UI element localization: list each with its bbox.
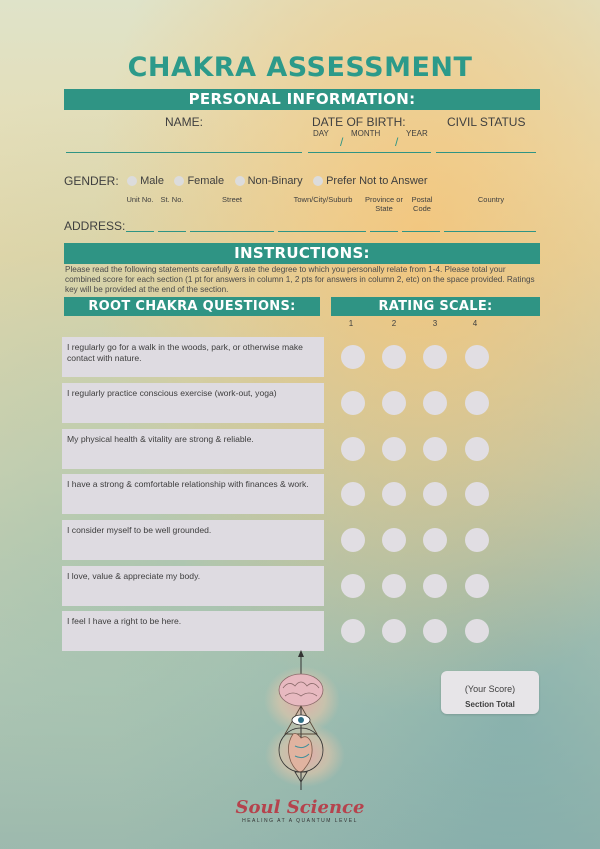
rating-circle-q6-2[interactable] bbox=[382, 574, 406, 598]
rating-circle-q1-4[interactable] bbox=[465, 345, 489, 369]
rating-circle-q3-4[interactable] bbox=[465, 437, 489, 461]
rating-circle-q7-4[interactable] bbox=[465, 619, 489, 643]
address-town-label: Town/City/Suburb bbox=[293, 195, 353, 204]
rating-circle-q7-1[interactable] bbox=[341, 619, 365, 643]
address-street-field[interactable] bbox=[190, 231, 274, 232]
rating-circle-q3-3[interactable] bbox=[423, 437, 447, 461]
scale-label-4: 4 bbox=[472, 319, 478, 328]
radio-icon[interactable] bbox=[313, 176, 323, 186]
scale-label-2: 2 bbox=[391, 319, 397, 328]
dob-year-label: YEAR bbox=[406, 129, 428, 138]
address-street-label: Street bbox=[221, 195, 242, 204]
question-1: I regularly go for a walk in the woods, park, or otherwise make contact with nature. bbox=[62, 337, 324, 377]
brand-tagline: HEALING AT A QUANTUM LEVEL bbox=[242, 818, 358, 824]
address-province-field[interactable] bbox=[370, 231, 398, 232]
rating-circle-q6-4[interactable] bbox=[465, 574, 489, 598]
dob-month-label: MONTH bbox=[351, 129, 381, 138]
dob-separator: / bbox=[340, 135, 344, 149]
rating-circle-q2-3[interactable] bbox=[423, 391, 447, 415]
radio-icon[interactable] bbox=[174, 176, 184, 186]
rating-circle-q7-2[interactable] bbox=[382, 619, 406, 643]
civil-status-label: CIVIL STATUS bbox=[447, 115, 526, 129]
rating-circle-q4-1[interactable] bbox=[341, 482, 365, 506]
personal-info-heading: PERSONAL INFORMATION: bbox=[64, 89, 540, 110]
gender-label: GENDER: bbox=[64, 173, 119, 188]
question-2: I regularly practice conscious exercise (work-out, yoga) bbox=[62, 383, 324, 423]
brand-name: Soul Science bbox=[235, 797, 365, 818]
gender-option-male[interactable]: Male bbox=[127, 175, 164, 187]
page-title: CHAKRA ASSESSMENT bbox=[127, 52, 473, 83]
rating-circle-q5-2[interactable] bbox=[382, 528, 406, 552]
address-label: ADDRESS: bbox=[64, 219, 126, 233]
instructions-heading: INSTRUCTIONS: bbox=[64, 243, 540, 264]
address-postal-field[interactable] bbox=[402, 231, 440, 232]
dob-day-label: DAY bbox=[313, 129, 329, 138]
rating-scale-heading: RATING SCALE: bbox=[331, 297, 540, 316]
question-5: I consider myself to be well grounded. bbox=[62, 520, 324, 560]
rating-circle-q3-1[interactable] bbox=[341, 437, 365, 461]
scale-label-1: 1 bbox=[348, 319, 354, 328]
address-province-label: Province or State bbox=[365, 195, 403, 213]
rating-circle-q1-3[interactable] bbox=[423, 345, 447, 369]
rating-circle-q1-1[interactable] bbox=[341, 345, 365, 369]
dob-separator: / bbox=[395, 135, 399, 149]
gender-option-non-binary[interactable]: Non-Binary bbox=[235, 175, 303, 187]
name-field[interactable] bbox=[66, 152, 302, 153]
address-postal-label: Postal Code bbox=[411, 195, 433, 213]
scale-label-3: 3 bbox=[432, 319, 438, 328]
civil-status-field[interactable] bbox=[436, 152, 536, 153]
address-country-field[interactable] bbox=[444, 231, 536, 232]
your-score-label: (Your Score) bbox=[464, 684, 516, 694]
dob-field[interactable] bbox=[308, 152, 431, 153]
radio-icon[interactable] bbox=[127, 176, 137, 186]
rating-circle-q6-3[interactable] bbox=[423, 574, 447, 598]
rating-circle-q2-1[interactable] bbox=[341, 391, 365, 415]
address-unit-field[interactable] bbox=[126, 231, 154, 232]
gender-row bbox=[64, 172, 434, 190]
rating-circle-q1-2[interactable] bbox=[382, 345, 406, 369]
section-total-box[interactable] bbox=[441, 671, 539, 714]
rating-circle-q5-4[interactable] bbox=[465, 528, 489, 552]
address-st-no-field[interactable] bbox=[158, 231, 186, 232]
rating-circle-q3-2[interactable] bbox=[382, 437, 406, 461]
rating-circle-q6-1[interactable] bbox=[341, 574, 365, 598]
rating-circle-q7-3[interactable] bbox=[423, 619, 447, 643]
gender-option-female[interactable]: Female bbox=[174, 175, 224, 187]
name-label: NAME: bbox=[165, 115, 204, 129]
rating-circle-q5-3[interactable] bbox=[423, 528, 447, 552]
address-town-field[interactable] bbox=[278, 231, 366, 232]
rating-circle-q5-1[interactable] bbox=[341, 528, 365, 552]
section-total-label: Section Total bbox=[465, 700, 515, 709]
dob-label: DATE OF BIRTH: bbox=[312, 115, 406, 129]
rating-circle-q2-4[interactable] bbox=[465, 391, 489, 415]
rating-circle-q4-4[interactable] bbox=[465, 482, 489, 506]
question-4: I have a strong & comfortable relationship with finances & work. bbox=[62, 474, 324, 514]
instructions-text: Please read the following statements carefully & rate the degree to which you personally relate from 1-4. Please total your combined score for each section (1 pt for answers in column 1, 2 pts for answers in column 2, etc) on the space provided. Ratings key will be provided at the end of the section. bbox=[65, 265, 535, 294]
address-st-no-label: St. No. bbox=[160, 195, 184, 204]
soul-science-logo-icon bbox=[255, 650, 350, 798]
question-6: I love, value & appreciate my body. bbox=[62, 566, 324, 606]
address-unit-label: Unit No. bbox=[126, 195, 154, 204]
address-country-label: Country bbox=[477, 195, 505, 204]
rating-circle-q4-3[interactable] bbox=[423, 482, 447, 506]
rating-circle-q2-2[interactable] bbox=[382, 391, 406, 415]
question-7: I feel I have a right to be here. bbox=[62, 611, 324, 651]
question-3: My physical health & vitality are strong & reliable. bbox=[62, 429, 324, 469]
rating-circle-q4-2[interactable] bbox=[382, 482, 406, 506]
root-chakra-heading: ROOT CHAKRA QUESTIONS: bbox=[64, 297, 320, 316]
radio-icon[interactable] bbox=[235, 176, 245, 186]
gender-option-prefer-not[interactable]: Prefer Not to Answer bbox=[313, 175, 428, 187]
